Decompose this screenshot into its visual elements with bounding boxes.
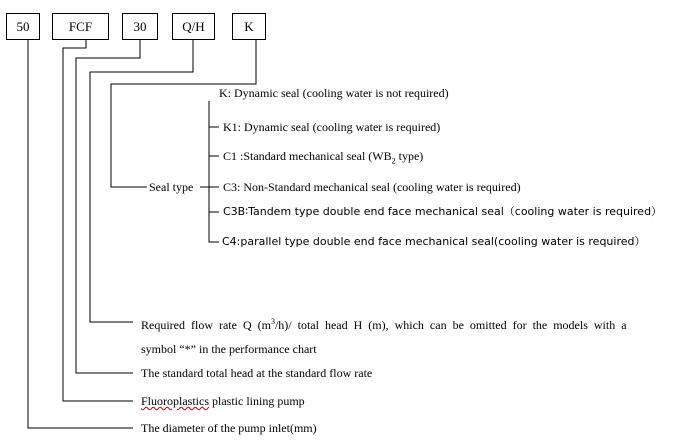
code-box-flow-head: Q/H bbox=[172, 13, 215, 40]
lining-pump-description: Fluoroplastics plastic lining pump bbox=[141, 394, 305, 408]
code-box-series: FCF bbox=[52, 13, 109, 40]
seal-option-c3b: C3B∶Tandem type double end face mechanical seal（cooling water is required） bbox=[223, 205, 663, 218]
inlet-diameter-description: The diameter of the pump inlet(mm) bbox=[141, 421, 317, 435]
connector-diameter bbox=[28, 40, 133, 428]
seal-option-c1: C1 :Standard mechanical seal ($WB_2$ type) bbox=[223, 149, 424, 166]
connector-head bbox=[76, 40, 140, 373]
seal-option-k1: K1: Dynamic seal (cooling water is required) bbox=[223, 120, 441, 134]
seal-type-bracket bbox=[209, 101, 219, 242]
standard-head-description: The standard total head at the standard flow rate bbox=[141, 366, 373, 380]
connector-series bbox=[63, 40, 133, 401]
code-box-seal: K bbox=[232, 13, 266, 40]
code-box-head: 30 bbox=[122, 13, 158, 40]
flow-rate-description-line2: symbol “*” in the performance chart bbox=[141, 342, 317, 356]
seal-option-c3: C3: Non-Standard mechanical seal (cooling water is required) bbox=[223, 180, 521, 194]
seal-option-k: K: Dynamic seal (cooling water is not required) bbox=[219, 86, 449, 100]
code-box-diameter: 50 bbox=[6, 13, 40, 40]
seal-option-c4: C4:parallel type double end face mechanical seal(cooling water is required） bbox=[222, 235, 646, 248]
seal-type-label: Seal type bbox=[149, 180, 194, 194]
flow-rate-description-line1: Required flow rate Q $(m^3/h)/$ total head H (m), which can be omitted for the models with a bbox=[141, 317, 627, 332]
